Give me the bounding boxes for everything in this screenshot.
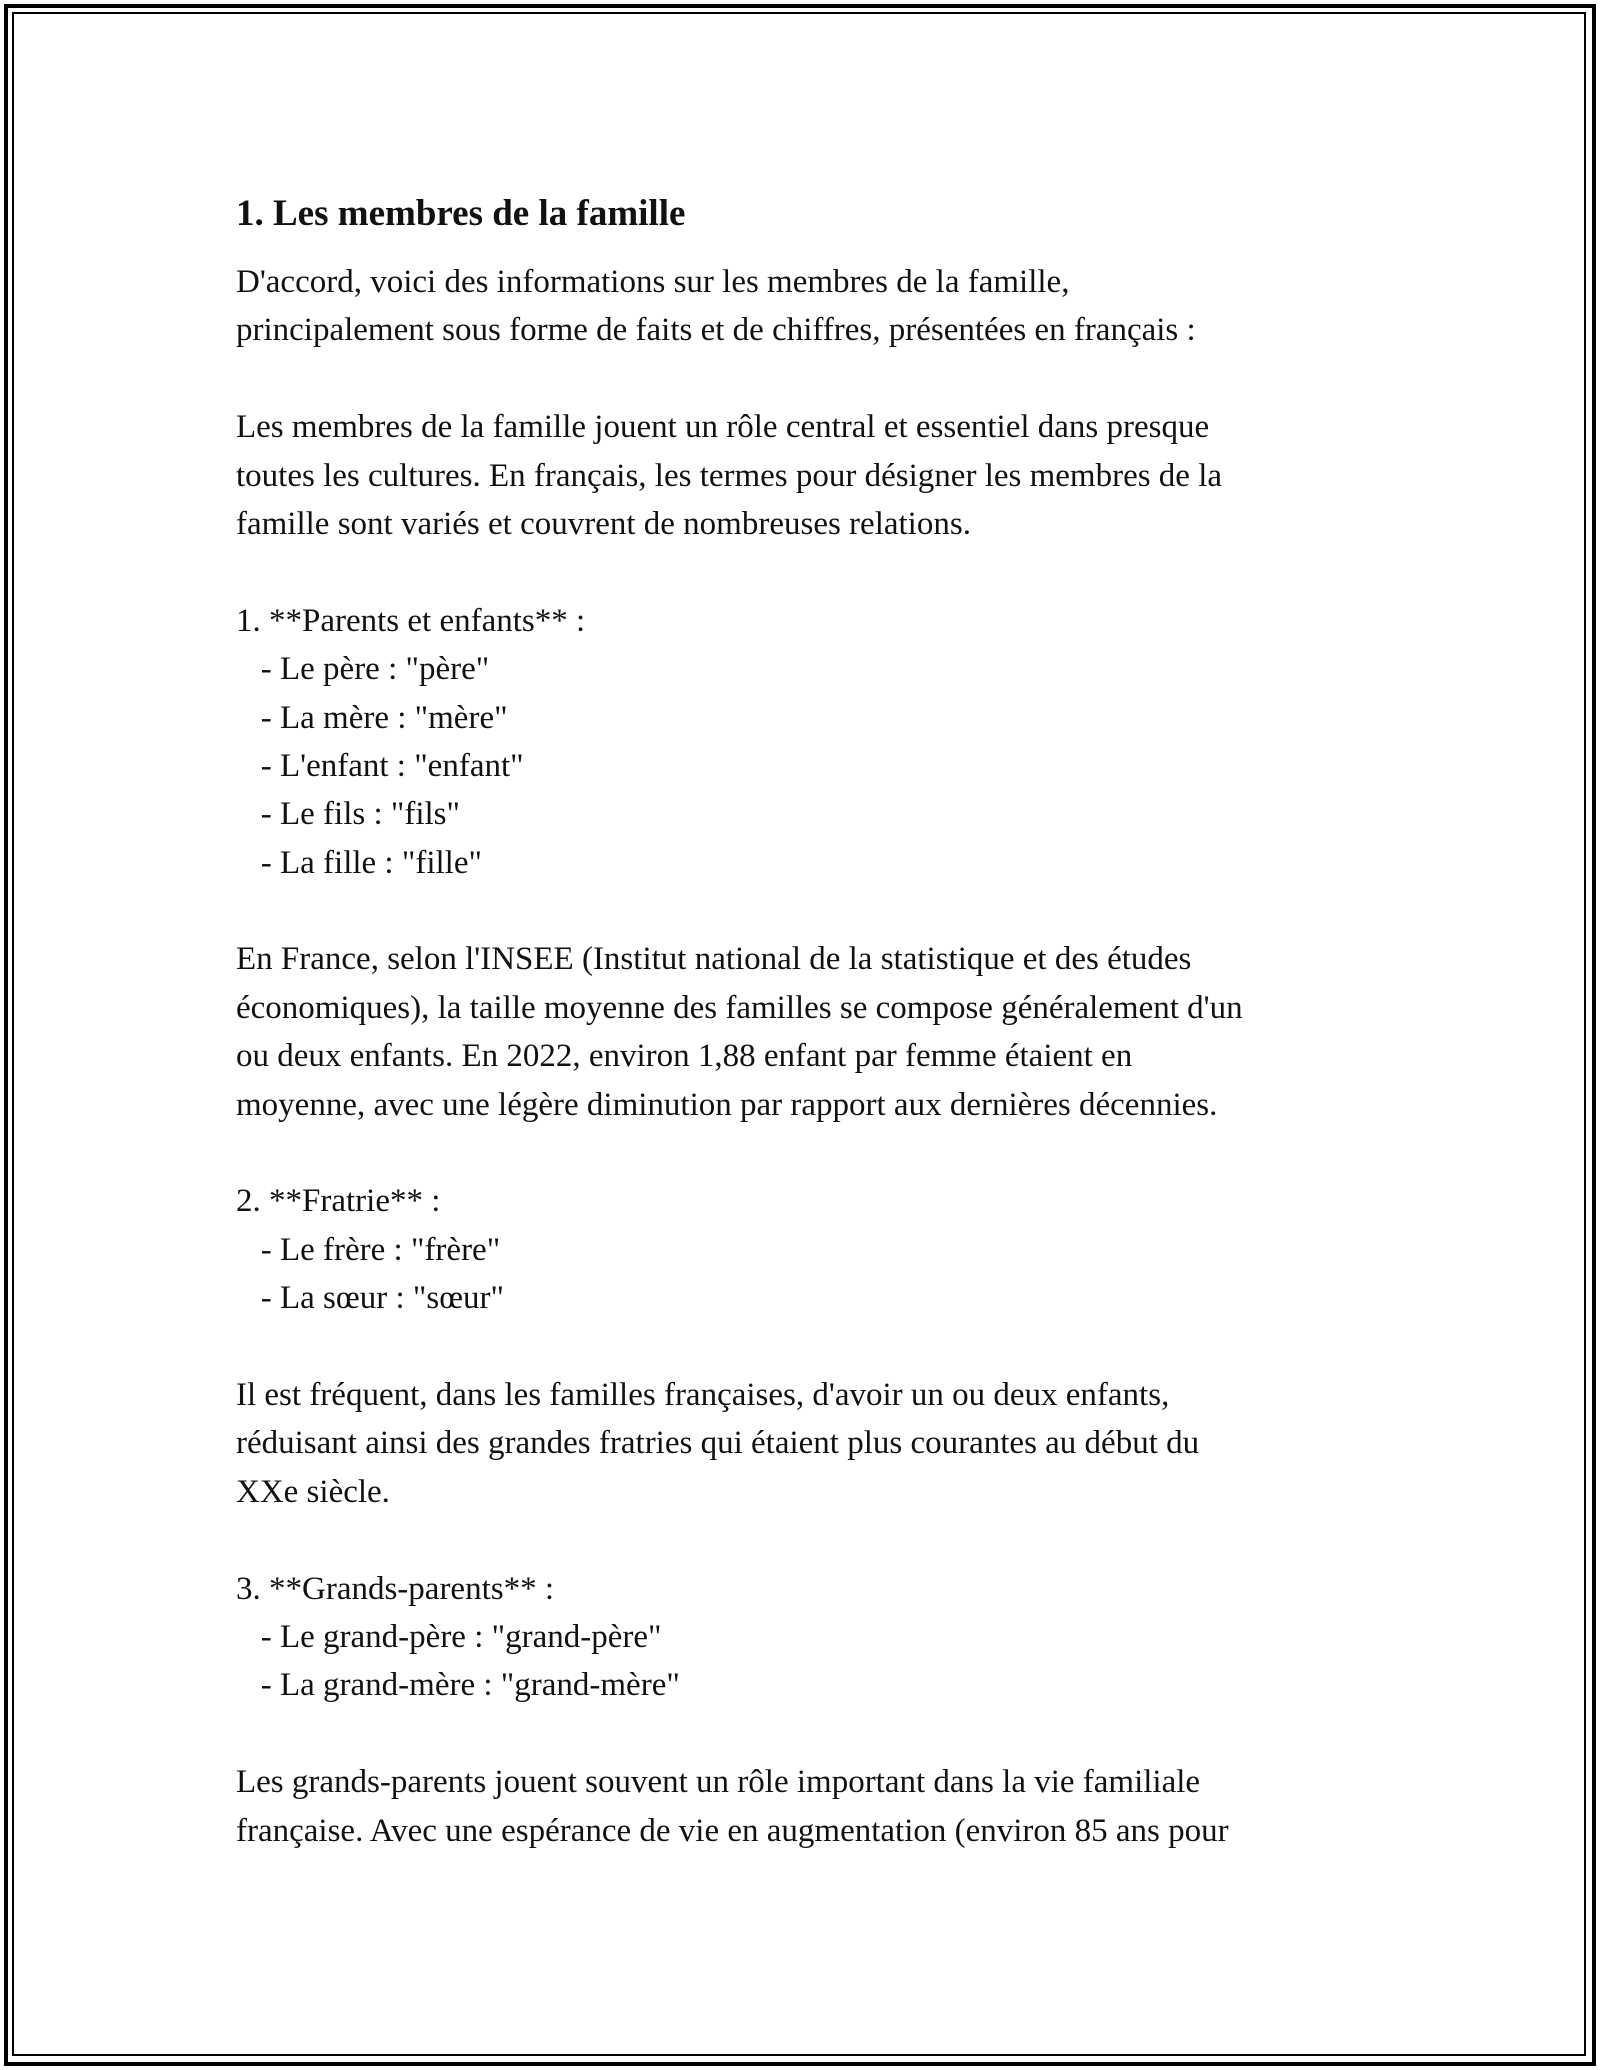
blank-line: [236, 887, 1386, 935]
text-line: économiques), la taille moyenne des familles se compose généralement d'un: [236, 989, 1243, 1026]
blank-line: [236, 1323, 1386, 1371]
text-line: - Le frère : "frère": [236, 1231, 501, 1268]
text-line: française. Avec une espérance de vie en augmentation (environ 85 ans pour: [236, 1812, 1229, 1849]
text-line: Il est fréquent, dans les familles françaises, d'avoir un ou deux enfants,: [236, 1376, 1170, 1413]
blank-line: [236, 355, 1386, 403]
text-line: toutes les cultures. En français, les termes pour désigner les membres de la: [236, 457, 1223, 494]
text-line: - La fille : "fille": [236, 844, 482, 881]
text-line: 1. **Parents et enfants** :: [236, 602, 586, 639]
section-heading: 1. Les membres de la famille: [236, 193, 686, 234]
text-line: ou deux enfants. En 2022, environ 1,88 enfant par femme étaient en: [236, 1038, 1133, 1075]
paragraph-block: [236, 258, 1386, 1855]
text-line: Les membres de la famille jouent un rôle central et essentiel dans presque: [236, 409, 1210, 446]
blank-line: [236, 1516, 1386, 1564]
text-line: - Le père : "père": [236, 651, 490, 688]
text-line: 3. **Grands-parents** :: [236, 1570, 555, 1607]
blank-line: [236, 1129, 1386, 1177]
text-line: - La sœur : "sœur": [236, 1280, 504, 1317]
text-line: - La mère : "mère": [236, 699, 508, 736]
text-line: 2. **Fratrie** :: [236, 1183, 441, 1220]
text-line: - Le grand-père : "grand-père": [236, 1618, 662, 1655]
text-line: famille sont variés et couvrent de nombreuses relations.: [236, 505, 971, 542]
text-line: D'accord, voici des informations sur les membres de la famille,: [236, 264, 1070, 300]
document-body: [236, 186, 1386, 1855]
text-line: moyenne, avec une légère diminution par rapport aux dernières décennies.: [236, 1086, 1218, 1123]
text-line: réduisant ainsi des grandes fratries qui étaient plus courantes au début du: [236, 1425, 1200, 1462]
blank-line: [236, 1710, 1386, 1758]
text-line: XXe siècle.: [236, 1473, 390, 1510]
blank-line: [236, 548, 1386, 596]
text-line: principalement sous forme de faits et de chiffres, présentées en français :: [236, 312, 1196, 349]
text-line: - L'enfant : "enfant": [236, 747, 524, 784]
text-line: En France, selon l'INSEE (Institut national de la statistique et des études: [236, 941, 1192, 978]
text-line: - La grand-mère : "grand-mère": [236, 1667, 680, 1704]
text-line: Les grands-parents jouent souvent un rôle important dans la vie familiale: [236, 1764, 1201, 1801]
text-line: - Le fils : "fils": [236, 796, 460, 833]
